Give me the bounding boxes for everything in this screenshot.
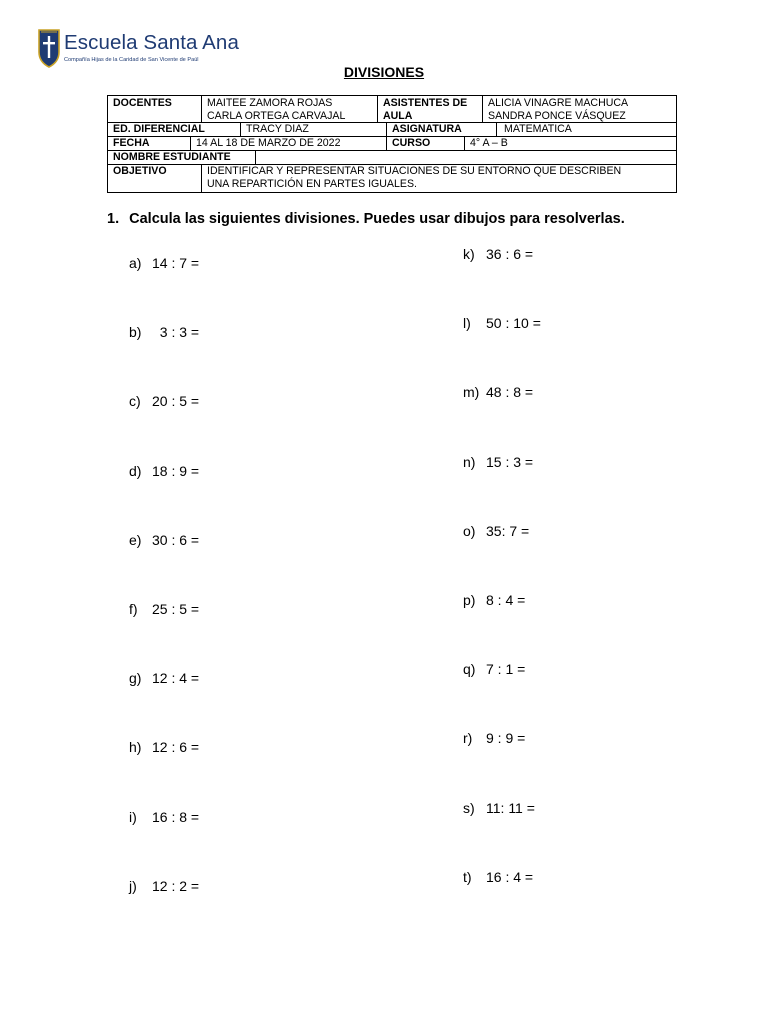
exercise-letter: g) [129,670,142,687]
asistentes-label-line-2: AULA [383,110,413,122]
asistentes-label [378,96,483,122]
exercise-letter: f) [129,601,138,617]
exercise-right-4 [463,523,529,539]
exercise-expression: 8 : 4 = [486,592,526,608]
exercise-left-3 [129,463,199,479]
table-row-objetivo [108,165,676,192]
objetivo-value [202,165,676,192]
exercise-expression: 14 : 7 = [152,255,200,271]
exercise-right-3 [463,454,533,470]
exercise-expression: 11: 11 = [486,799,535,816]
school-crest-icon [37,28,61,68]
exercise-expression: 12 : 6 = [152,739,200,756]
fecha-label: FECHA [108,137,191,150]
exercise-left-2 [129,393,199,409]
exercise-letter: c) [129,393,141,410]
exercise-expression: 20 : 5 = [152,393,200,410]
objetivo-line-1: IDENTIFICAR Y REPRESENTAR SITUACIONES DE SU ENTORNO QUE DESCRIBEN [207,165,622,177]
asistentes-value [483,96,676,122]
table-row-fecha [108,137,676,151]
asistentes-label-line-1: ASISTENTES DE [383,97,468,109]
objetivo-line-2: UNA REPARTICIÓN EN PARTES IGUALES. [207,178,417,190]
exercise-letter: a) [129,255,142,271]
exercise-right-8 [463,800,535,816]
nombre-label: NOMBRE ESTUDIANTE [108,151,256,164]
exercise-left-8 [129,809,199,825]
docentes-value [202,96,378,122]
exercise-letter: k) [463,246,475,262]
exercise-expression: 50 : 10 = [486,315,541,332]
exercise-letter: h) [129,739,142,756]
exercise-right-7 [463,730,525,746]
question-heading [107,211,625,227]
exercise-letter: m) [463,384,480,401]
exercise-letter: e) [129,531,142,548]
table-row-ed-diferencial [108,123,676,137]
fecha-value: 14 AL 18 DE MARZO DE 2022 [191,137,387,150]
exercise-letter: o) [463,522,476,539]
exercise-letter: p) [463,592,476,608]
asignatura-label: ASIGNATURA [387,123,497,136]
exercise-expression: 12 : 4 = [152,670,200,687]
exercise-left-5 [129,601,199,617]
info-table [107,95,677,193]
exercise-expression: 30 : 6 = [152,531,200,548]
exercise-right-2 [463,384,533,400]
exercise-right-9 [463,869,533,885]
exercise-right-5 [463,592,525,608]
question-number: 1. [107,211,120,227]
objetivo-label: OBJETIVO [108,165,202,192]
table-row-nombre [108,151,676,165]
curso-label: CURSO [387,137,465,150]
exercise-expression: 16 : 4 = [486,868,534,885]
asignatura-value: MATEMATICA [504,123,572,135]
exercise-left-1 [129,324,199,340]
exercise-letter: j) [129,877,137,894]
exercise-left-0 [129,255,199,271]
exercise-letter: n) [463,453,476,470]
nombre-value[interactable] [256,151,676,164]
exercise-left-9 [129,878,199,894]
ed-diferencial-value: TRACY DIAZ [241,123,387,136]
exercise-right-0 [463,246,533,262]
school-name: Escuela Santa Ana [64,31,239,54]
exercise-letter: b) [129,324,142,341]
asistente-1: ALICIA VINAGRE MACHUCA [488,97,629,109]
docente-1: MAITEE ZAMORA ROJAS [207,97,333,109]
exercise-expression: 16 : 8 = [152,808,200,825]
exercise-left-6 [129,670,199,686]
exercise-letter: l) [463,315,471,332]
exercise-expression: 48 : 8 = [486,384,534,401]
exercise-letter: d) [129,462,142,479]
docente-2: CARLA ORTEGA CARVAJAL [207,110,346,122]
exercise-expression: 35: 7 = [486,522,530,539]
ed-diferencial-label: ED. DIFERENCIAL [108,123,241,136]
asistente-2: SANDRA PONCE VÁSQUEZ [488,110,626,122]
exercise-letter: s) [463,799,475,816]
exercise-expression: 15 : 3 = [486,453,534,470]
exercise-expression: 25 : 5 = [152,601,200,617]
exercise-expression: 18 : 9 = [152,462,200,479]
exercise-expression: 36 : 6 = [486,246,534,262]
school-tagline: Compañía Hijas de la Caridad de San Vicente de Paúl [64,57,199,63]
exercise-left-7 [129,739,199,755]
exercise-letter: r) [463,730,473,747]
exercise-left-4 [129,532,199,548]
curso-value: 4° A – B [470,137,508,149]
exercise-right-1 [463,315,541,331]
page-title: DIVISIONES [343,64,425,80]
exercise-right-6 [463,661,525,677]
exercise-expression: 9 : 9 = [486,730,526,747]
question-text: Calcula las siguientes divisiones. Puedes usar dibujos para resolverlas. [129,211,625,227]
exercise-letter: q) [463,661,476,678]
exercise-letter: i) [129,808,137,825]
exercise-letter: t) [463,868,472,885]
exercise-expression: 3 : 3 = [152,324,200,341]
docentes-label: DOCENTES [108,96,202,122]
exercise-expression: 7 : 1 = [486,661,526,678]
exercise-expression: 12 : 2 = [152,877,200,894]
table-row-docentes [108,96,676,123]
